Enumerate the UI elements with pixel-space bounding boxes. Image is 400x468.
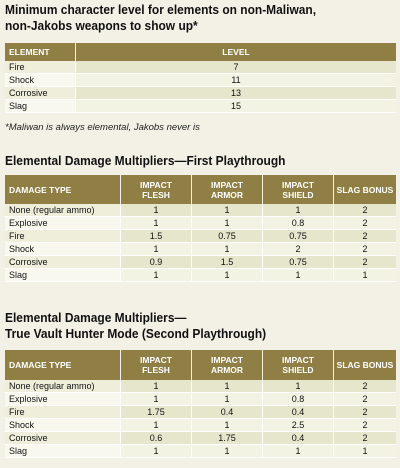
header-slag-bonus: SLAG BONUS [334, 350, 397, 380]
header-impact-shield: IMPACT SHIELD [263, 175, 334, 204]
section1-title-line2: non-Jakobs weapons to show up* [5, 18, 198, 33]
row-label: None (regular ammo) [5, 380, 121, 393]
row-label: Explosive [5, 393, 121, 406]
table-cell: 1 [192, 217, 263, 230]
table-cell: 1 [192, 243, 263, 256]
row-label: Shock [5, 74, 76, 87]
table-cell: 1 [192, 445, 263, 458]
row-label: Fire [5, 61, 76, 74]
table-cell: 13 [76, 87, 397, 100]
footnote: *Maliwan is always elemental, Jakobs never is [5, 122, 200, 133]
table-cell: 1 [121, 204, 192, 217]
table-cell: 2 [334, 243, 397, 256]
table-header-row [5, 43, 396, 61]
table-cell: 0.8 [263, 217, 334, 230]
table-cell: 1 [121, 217, 192, 230]
table-row [5, 87, 396, 100]
tvhm-table-body [5, 380, 396, 458]
table-row [5, 432, 396, 445]
first-playthrough-table-body [5, 204, 396, 282]
header-level: LEVEL [76, 43, 397, 61]
table-cell: 2 [334, 432, 397, 445]
table-cell: 2 [334, 380, 397, 393]
header-damage-type: DAMAGE TYPE [5, 175, 121, 204]
table-cell: 15 [76, 100, 397, 113]
table-row [5, 100, 396, 113]
table-cell: 1 [192, 419, 263, 432]
table-header-row [5, 175, 396, 204]
row-label: Fire [5, 230, 121, 243]
row-label: Explosive [5, 217, 121, 230]
table-cell: 7 [76, 61, 397, 74]
row-label: Slag [5, 269, 121, 282]
table-cell: 1 [192, 393, 263, 406]
table-cell: 1 [263, 445, 334, 458]
min-level-table-body [5, 61, 396, 113]
section2-title: Elemental Damage Multipliers—First Playthrough [5, 153, 286, 168]
table-cell: 1 [334, 445, 397, 458]
header-impact-flesh: IMPACT FLESH [121, 350, 192, 380]
table-row [5, 204, 396, 217]
table-row [5, 74, 396, 87]
table-cell: 2 [263, 243, 334, 256]
table-cell: 2 [334, 230, 397, 243]
table-cell: 1 [121, 419, 192, 432]
table-row [5, 230, 396, 243]
table-row [5, 380, 396, 393]
table-row [5, 269, 396, 282]
table-cell: 1.5 [192, 256, 263, 269]
table-row [5, 61, 396, 74]
table-header-row [5, 350, 396, 380]
row-label: Corrosive [5, 432, 121, 445]
table-cell: 1 [121, 445, 192, 458]
table-cell: 1.5 [121, 230, 192, 243]
table-row [5, 419, 396, 432]
table-cell: 2 [334, 393, 397, 406]
first-playthrough-table [5, 175, 396, 282]
table-cell: 1 [121, 393, 192, 406]
table-cell: 1 [334, 269, 397, 282]
table-cell: 0.4 [263, 432, 334, 445]
table-cell: 0.4 [192, 406, 263, 419]
header-impact-armor: IMPACT ARMOR [192, 350, 263, 380]
row-label: Fire [5, 406, 121, 419]
table-cell: 2 [334, 204, 397, 217]
table-cell: 0.9 [121, 256, 192, 269]
table-row [5, 445, 396, 458]
table-cell: 1 [263, 380, 334, 393]
table-cell: 0.6 [121, 432, 192, 445]
table-cell: 0.4 [263, 406, 334, 419]
header-damage-type: DAMAGE TYPE [5, 350, 121, 380]
table-cell: 0.75 [263, 230, 334, 243]
table-cell: 1 [121, 269, 192, 282]
header-element: ELEMENT [5, 43, 76, 61]
table-cell: 1 [121, 380, 192, 393]
header-impact-armor: IMPACT ARMOR [192, 175, 263, 204]
table-cell: 2 [334, 256, 397, 269]
table-cell: 2.5 [263, 419, 334, 432]
section1-title-line1: Minimum character level for elements on non-Maliwan, [5, 2, 317, 17]
header-impact-flesh: IMPACT FLESH [121, 175, 192, 204]
table-cell: 1 [192, 269, 263, 282]
table-row [5, 393, 396, 406]
section3-title-line2: True Vault Hunter Mode (Second Playthrough) [5, 326, 267, 341]
table-cell: 1 [263, 269, 334, 282]
table-cell: 1 [192, 204, 263, 217]
row-label: None (regular ammo) [5, 204, 121, 217]
table-cell: 1 [121, 243, 192, 256]
table-row [5, 256, 396, 269]
table-cell: 0.75 [263, 256, 334, 269]
tvhm-table [5, 350, 396, 458]
table-row [5, 406, 396, 419]
row-label: Shock [5, 243, 121, 256]
row-label: Shock [5, 419, 121, 432]
min-level-table [5, 43, 396, 113]
table-cell: 2 [334, 217, 397, 230]
table-cell: 1 [192, 380, 263, 393]
section3-title-line1: Elemental Damage Multipliers— [5, 310, 187, 325]
row-label: Corrosive [5, 87, 76, 100]
header-impact-shield: IMPACT SHIELD [263, 350, 334, 380]
table-row [5, 217, 396, 230]
table-cell: 1 [263, 204, 334, 217]
table-cell: 0.8 [263, 393, 334, 406]
table-row [5, 243, 396, 256]
table-cell: 1.75 [121, 406, 192, 419]
table-cell: 2 [334, 406, 397, 419]
row-label: Slag [5, 100, 76, 113]
table-cell: 2 [334, 419, 397, 432]
table-cell: 0.75 [192, 230, 263, 243]
header-slag-bonus: SLAG BONUS [334, 175, 397, 204]
row-label: Slag [5, 445, 121, 458]
table-cell: 11 [76, 74, 397, 87]
table-cell: 1.75 [192, 432, 263, 445]
row-label: Corrosive [5, 256, 121, 269]
